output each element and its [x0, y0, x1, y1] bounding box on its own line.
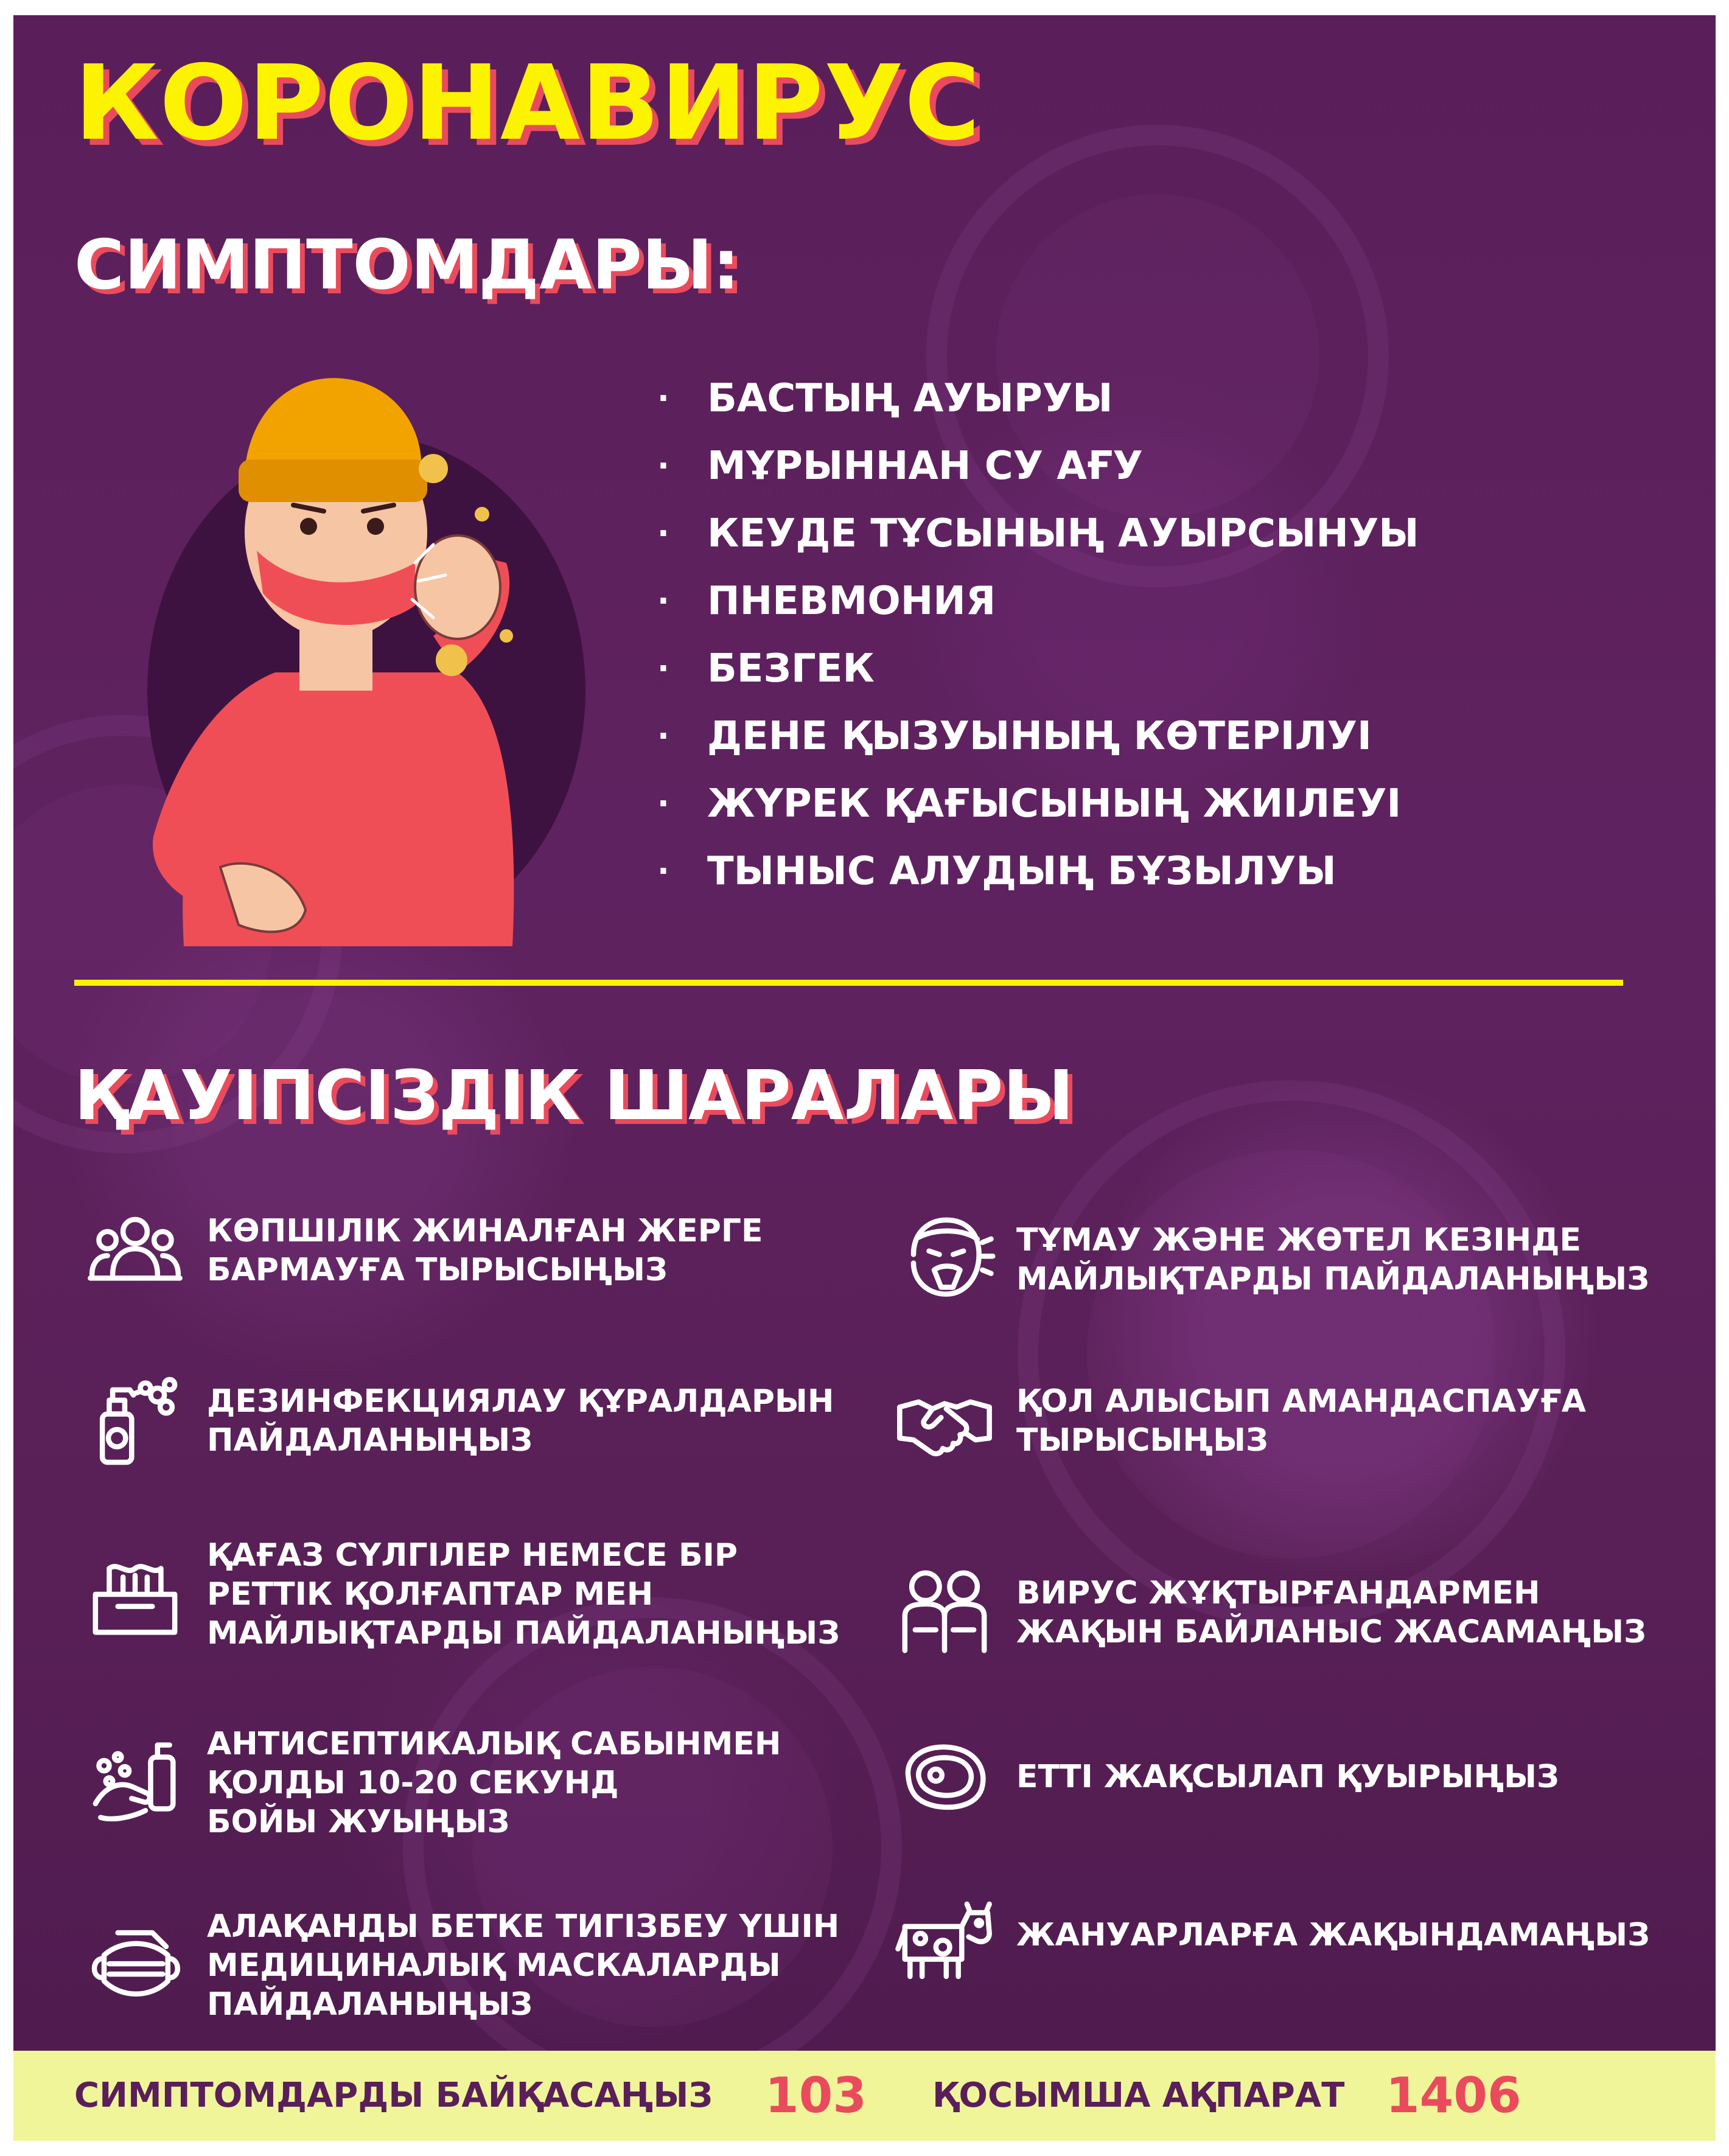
measure-no-handshake: [884, 1360, 1586, 1482]
measure-line: МЕДИЦИНАЛЫҚ МАСКАЛАРДЫ: [207, 1947, 781, 1984]
footer-symptoms-label: СИМПТОМДАРДЫ БАЙҚАСАҢЫЗ: [74, 2076, 713, 2115]
symptom-text: МҰРЫННАН СУ АҒУ: [707, 444, 1143, 489]
measure-cook-meat: [884, 1716, 1559, 1838]
symptom-item: [652, 365, 1419, 433]
bullet: ·: [657, 380, 669, 417]
poster-title: КОРОНАВИРУС: [74, 43, 981, 164]
measure-line: БАРМАУҒА ТЫРЫСЫҢЫЗ: [207, 1252, 668, 1288]
bullet: ·: [657, 651, 669, 687]
cow-icon: [884, 1874, 1005, 1996]
footer-info-label: ҚОСЫМША АҚПАРАТ: [932, 2076, 1345, 2115]
symptom-text: ДЕНЕ ҚЫЗУЫНЫҢ КӨТЕРІЛУІ: [707, 714, 1372, 759]
medical-mask-icon: [74, 1905, 196, 2026]
background-virus-shape: [1018, 1080, 1565, 1628]
measure-text: [1016, 1221, 1649, 1299]
measure-text: [1016, 1382, 1586, 1460]
measure-line: АЛАҚАНДЫ БЕТКЕ ТИГІЗБЕУ ҮШІН: [207, 1908, 840, 1945]
measure-line: ҚОЛДЫ 10-20 СЕКУНД: [207, 1765, 619, 1801]
disinfectant-spray-icon: [74, 1360, 196, 1482]
symptom-item: [652, 838, 1419, 905]
measure-line: ТЫРЫСЫҢЫЗ: [1016, 1422, 1268, 1459]
symptom-text: КЕУДЕ ТҰСЫНЫҢ АУЫРСЫНУЫ: [707, 511, 1419, 556]
crowd-icon: [74, 1190, 196, 1311]
symptom-item: [652, 770, 1419, 838]
measure-cover-cough: [884, 1199, 1649, 1320]
sneezing-face-icon: [884, 1199, 1005, 1320]
symptom-list: [652, 365, 1419, 905]
measure-line: АНТИСЕПТИКАЛЫҚ САБЫНМЕН: [207, 1726, 781, 1762]
measure-line: ҚАҒАЗ СҮЛГІЛЕР НЕМЕСЕ БІР: [207, 1537, 738, 1574]
measure-text: [1016, 1574, 1646, 1652]
measure-medical-mask: [74, 1905, 839, 2026]
measure-text: [207, 1536, 840, 1653]
symptom-text: ЖҮРЕК ҚАҒЫСЫНЫҢ ЖИІЛЕУІ: [707, 781, 1402, 826]
measure-text: [207, 1725, 781, 1841]
measure-line: ЖАҚЫН БАЙЛАНЫС ЖАСАМАҢЫЗ: [1016, 1614, 1647, 1650]
measure-line: ЕТТІ ЖАҚСЫЛАП ҚУЫРЫҢЫЗ: [1016, 1759, 1559, 1795]
measure-line: ДЕЗИНФЕКЦИЯЛАУ ҚҰРАЛДАРЫН: [207, 1383, 834, 1420]
hand-washing-icon: [74, 1722, 196, 1844]
tissue-box-icon: [74, 1533, 196, 1655]
bullet: ·: [657, 448, 669, 484]
sick-man-coughing-icon: [117, 332, 616, 946]
footer-symptoms-number[interactable]: 103: [765, 2067, 867, 2124]
measure-disinfect: [74, 1360, 834, 1482]
footer-info-number[interactable]: 1406: [1386, 2067, 1521, 2124]
measure-text: [1016, 1916, 1650, 1955]
symptom-item: [652, 433, 1419, 500]
measure-avoid-crowds: [74, 1190, 763, 1311]
measure-line: РЕТТІК ҚОЛҒАПТАР МЕН: [207, 1576, 654, 1613]
symptom-item: [652, 568, 1419, 635]
measure-avoid-animals: [884, 1874, 1650, 1996]
measure-line: ЖАНУАРЛАРҒА ЖАҚЫНДАМАҢЫЗ: [1016, 1917, 1650, 1953]
footer-bar: [13, 2051, 1716, 2141]
measure-line: ПАЙДАЛАНЫҢЫЗ: [207, 1986, 533, 2023]
measure-line: МАЙЛЫҚТАРДЫ ПАЙДАЛАНЫҢЫЗ: [1016, 1261, 1650, 1297]
measure-line: ПАЙДАЛАНЫҢЫЗ: [207, 1422, 533, 1459]
measure-text: [207, 1382, 834, 1460]
handshake-icon: [884, 1360, 1005, 1482]
section-divider: [74, 980, 1623, 986]
people-contact-icon: [884, 1552, 1005, 1673]
safety-heading: ҚАУІПСІЗДІК ШАРАЛАРЫ: [74, 1056, 1074, 1136]
symptoms-heading: СИМПТОМДАРЫ:: [74, 226, 740, 305]
symptom-text: БЕЗГЕК: [707, 646, 875, 691]
symptom-item: [652, 703, 1419, 770]
measure-line: ҚОЛ АЛЫСЫП АМАНДАСПАУҒА: [1016, 1383, 1586, 1420]
measure-tissues: [74, 1533, 840, 1655]
bullet: ·: [657, 515, 669, 552]
poster: [13, 15, 1716, 2141]
measure-line: КӨПШІЛІК ЖИНАЛҒАН ЖЕРГЕ: [207, 1213, 763, 1249]
measure-avoid-contact: [884, 1552, 1646, 1673]
measure-line: БОЙЫ ЖУЫҢЫЗ: [207, 1804, 510, 1840]
measure-text: [207, 1907, 839, 2024]
bullet: ·: [657, 786, 669, 822]
symptom-text: БАСТЫҢ АУЫРУЫ: [707, 376, 1113, 421]
symptom-item: [652, 635, 1419, 703]
measure-text: [207, 1212, 763, 1289]
symptom-item: [652, 500, 1419, 568]
measure-line: ТҰМАУ ЖӘНЕ ЖӨТЕЛ КЕЗІНДЕ: [1016, 1222, 1582, 1258]
bullet: ·: [657, 853, 669, 890]
measure-text: [1016, 1757, 1559, 1796]
bullet: ·: [657, 583, 669, 619]
measure-line: ВИРУС ЖҰҚТЫРҒАНДАРМЕН: [1016, 1575, 1540, 1611]
meat-steak-icon: [884, 1716, 1005, 1838]
measure-wash-hands: [74, 1722, 781, 1844]
symptom-text: ПНЕВМОНИЯ: [707, 579, 996, 624]
symptom-text: ТЫНЫС АЛУДЫҢ БҰЗЫЛУЫ: [707, 849, 1336, 894]
measure-line: МАЙЛЫҚТАРДЫ ПАЙДАЛАНЫҢЫЗ: [207, 1615, 840, 1652]
bullet: ·: [657, 718, 669, 755]
